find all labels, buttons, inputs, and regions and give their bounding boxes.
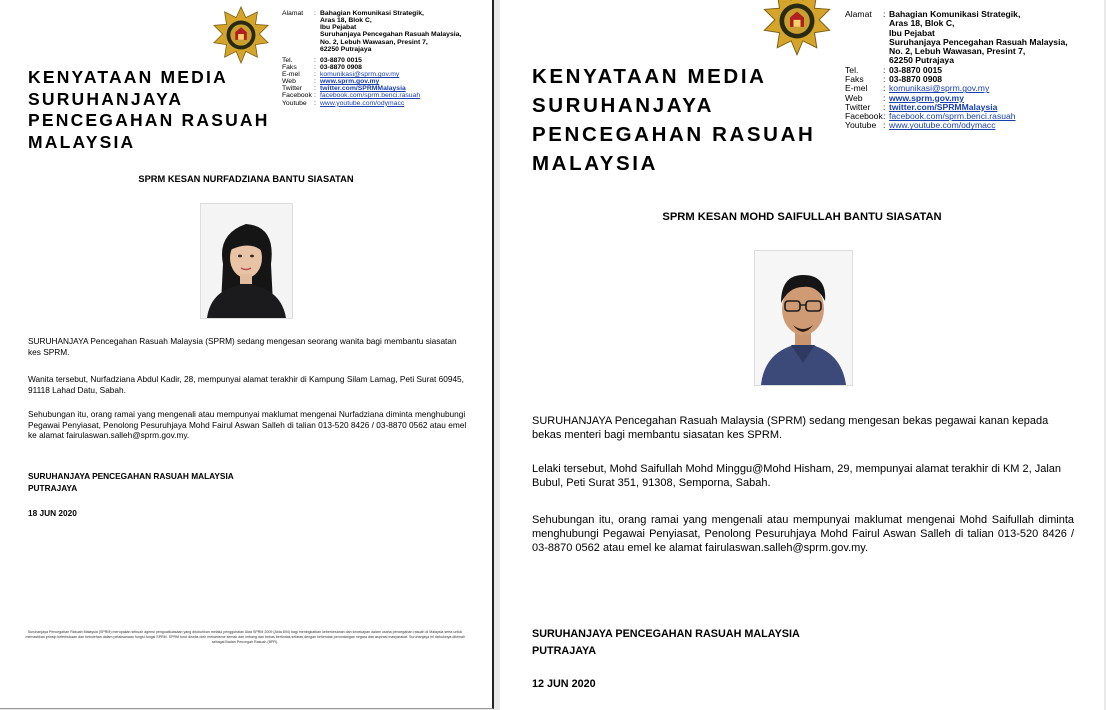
signature-line: SURUHANJAYA PENCEGAHAN RASUAH MALAYSIA [28, 471, 234, 481]
tel-value: 03-8870 0015 [320, 56, 362, 64]
contact-label: Youtube [845, 120, 877, 131]
release-date: 12 JUN 2020 [532, 678, 596, 690]
contact-label: Twitter [282, 85, 303, 93]
headline: SPRM KESAN NURFADZIANA BANTU SIASATAN [138, 174, 354, 184]
paragraph: SURUHANJAYA Pencegahan Rasuah Malaysia (SPRM) sedang mengesan bekas pegawai kanan kepada bekas menteri bagi membantu siasatan kes SPRM. [532, 415, 1049, 442]
tel-value: 03-8870 0015 [889, 64, 943, 75]
contact-label: Facebook [282, 92, 312, 100]
address-line: No. 2, Lebuh Wawasan, Presint 7, [889, 46, 1026, 57]
org-title-line: KENYATAAN MEDIA [28, 67, 228, 87]
address-line: Bahagian Komunikasi Strategik, [889, 9, 1021, 19]
contact-label: Faks [282, 63, 297, 71]
address-line: Suruhanjaya Pencegahan Rasuah Malaysia, [889, 36, 1068, 47]
contact-label: Facebook [845, 111, 883, 122]
paragraph: Sehubungan itu, orang ramai yang mengenali atau mempunyai maklumat mengenai Nurfadziana diminta menghubungi Pegawai Penyiasat, Penolong Pesuruhjaya Mohd Fairul Aswan Salleh di talian 013-520 8426 / 03-8870 0562 atau emel ke alamat fairulaswan.salleh@sprm.gov.my. [28, 409, 467, 441]
paragraph: SURUHANJAYA Pencegahan Rasuah Malaysia (SPRM) sedang mengesan seorang wanita bagi membantu siasatan kes SPRM. [28, 336, 457, 357]
paragraph: Lelaki tersebut, Mohd Saifullah Mohd Minggu@Mohd Hisham, 29, mempunyai alamat terakhir di KM 2, Jalan Bubul, Peti Surat 351, 91308, Semporna, Sabah. [532, 463, 1062, 490]
org-title-line: MALAYSIA [28, 132, 136, 153]
suspect-photo [200, 203, 293, 319]
sprm-seal-icon [762, 0, 832, 56]
address-line: Bahagian Komunikasi Strategik, [320, 10, 424, 17]
contact-block: Alamat : Bahagian Komunikasi Strategik, Aras 18, Blok C, Ibu Pejabat Suruhanjaya Pencegahan Rasuah Malaysia, No. 2, Lebuh Wawasan, Presint 7, 62250 Putrajaya Tel. : 03-8870 0015 Faks : 03-8870 0908 E-mel : komunikasi@sprm.gov.my Web : www.sprm.gov.my Twitter : twitter.com/SPRMMalaysia Facebook : facebook.com/sprm.benci.rasuah Youtube : www.youtube.com/odymacc [282, 10, 462, 107]
youtube-link[interactable]: www.youtube.com/odymacc [889, 120, 996, 131]
youtube-link[interactable]: www.youtube.com/odymacc [320, 99, 405, 107]
contact-label: Faks [845, 73, 864, 84]
org-title-line: SURUHANJAYA [532, 94, 715, 118]
twitter-link[interactable]: twitter.com/SPRMMalaysia [889, 101, 998, 112]
fax-value: 03-8870 0908 [320, 63, 362, 71]
signature-line: PUTRAJAYA [532, 645, 597, 658]
address-line: Suruhanjaya Pencegahan Rasuah Malaysia, [320, 31, 462, 39]
sprm-seal-icon [212, 6, 270, 64]
email-link[interactable]: komunikasi@sprm.gov.my [320, 71, 400, 78]
address-line: Aras 18, Blok C, [889, 18, 955, 29]
web-link[interactable]: www.sprm.gov.my [320, 78, 380, 86]
web-link[interactable]: www.sprm.gov.my [889, 92, 964, 103]
fax-value: 03-8870 0908 [889, 73, 943, 84]
contact-label: Web [845, 92, 863, 103]
release-date: 18 JUN 2020 [28, 508, 77, 518]
org-title-line: SURUHANJAYA [28, 88, 184, 109]
press-release-right [500, 0, 1104, 710]
contact-label: E-mel [282, 71, 300, 78]
email-link[interactable]: komunikasi@sprm.gov.my [889, 83, 990, 94]
signature-block [28, 470, 234, 494]
org-title-line: KENYATAAN MEDIA [532, 65, 767, 88]
address-line: Aras 18, Blok C, [320, 17, 372, 25]
signature-line: SURUHANJAYA PENCEGAHAN RASUAH MALAYSIA [532, 628, 800, 640]
facebook-link[interactable]: facebook.com/sprm.benci.rasuah [889, 111, 1016, 122]
contact-label: Tel. [845, 64, 859, 75]
press-release-left [0, 0, 494, 709]
contact-label: Twitter [845, 101, 871, 112]
org-title [532, 62, 815, 178]
address-line: Ibu Pejabat [320, 24, 357, 32]
contact-label: E-mel [845, 83, 868, 94]
contact-label: Alamat [282, 10, 304, 17]
headline: SPRM KESAN MOHD SAIFULLAH BANTU SIASATAN [662, 211, 942, 223]
contact-label: Alamat [845, 9, 872, 19]
contact-label: Youtube [282, 99, 307, 107]
suspect-photo [754, 250, 853, 386]
org-title-line: PENCEGAHAN RASUAH [28, 110, 270, 131]
paragraph: Wanita tersebut, Nurfadziana Abdul Kadir, 28, mempunyai alamat terakhir di Kampung Silam Lamag, Peti Surat 60945, 91118 Lahad Datu, Sabah. [28, 374, 464, 395]
org-title-line: PENCEGAHAN RASUAH [532, 123, 816, 147]
address-line: No. 2, Lebuh Wawasan, Presint 7, [320, 38, 428, 46]
contact-block: Alamat : Bahagian Komunikasi Strategik, Aras 18, Blok C, Ibu Pejabat Suruhanjaya Pencegahan Rasuah Malaysia, No. 2, Lebuh Wawasan, Presint 7, 62250 Putrajaya Tel. : 03-8870 0015 Faks : 03-8870 0908 E-mel : komunikasi@sprm.gov.my Web : www.sprm.gov.my Twitter : twitter.com/SPRMMalaysia Facebook : facebook.com/sprm.benci.rasuah Youtube : www.youtube.com/odymacc [845, 9, 1068, 131]
paragraph: Sehubungan itu, orang ramai yang mengenali atau mempunyai maklumat mengenai Mohd Saifullah diminta menghubungi Pegawai Penyiasat, Penolong Pesuruhjaya Mohd Fairul Aswan Salleh di talian 013-520 8426 / 03-8870 0562 atau emel ke alamat fairulaswan.salleh@sprm.gov.my. [532, 514, 1074, 555]
facebook-link[interactable]: facebook.com/sprm.benci.rasuah [320, 92, 421, 100]
org-title [28, 67, 270, 154]
address-line: Ibu Pejabat [889, 27, 935, 38]
contact-label: Web [282, 78, 296, 86]
signature-block [532, 626, 800, 661]
address-line: 62250 Putrajaya [889, 55, 954, 66]
address-line: 62250 Putrajaya [320, 45, 372, 53]
org-title-line: MALAYSIA [532, 152, 658, 176]
signature-line: PUTRAJAYA [28, 483, 78, 494]
footnote: Suruhanjaya Pencegahan Rasuah Malaysia (SPRM) merupakan sebuah agensi penguatkuasaan yang ditubuhkan melalui penggubalan Akta SPRM 2009 (Akta 694) bagi meningkatkan keberkesanan dan kecekapan dalam usaha pencegahan rasuah di Malaysia serta untuk memastikan prinsip keterbukaan dan kebolehan dalam pelaksanaan fungsi-fungsi SPRM. SPRM turut diselia oleh mekanisme semak dan imbang dan bebas bertindak selaras dengan kehendak perundangan negara dan aspirasi masyarakat. Suruhanjaya ini dahulunya dikenali sebagai Badan Pencegah Rasuah (BPR). [25, 630, 465, 644]
twitter-link[interactable]: twitter.com/SPRMMalaysia [320, 85, 406, 93]
contact-label: Tel. [282, 56, 293, 64]
